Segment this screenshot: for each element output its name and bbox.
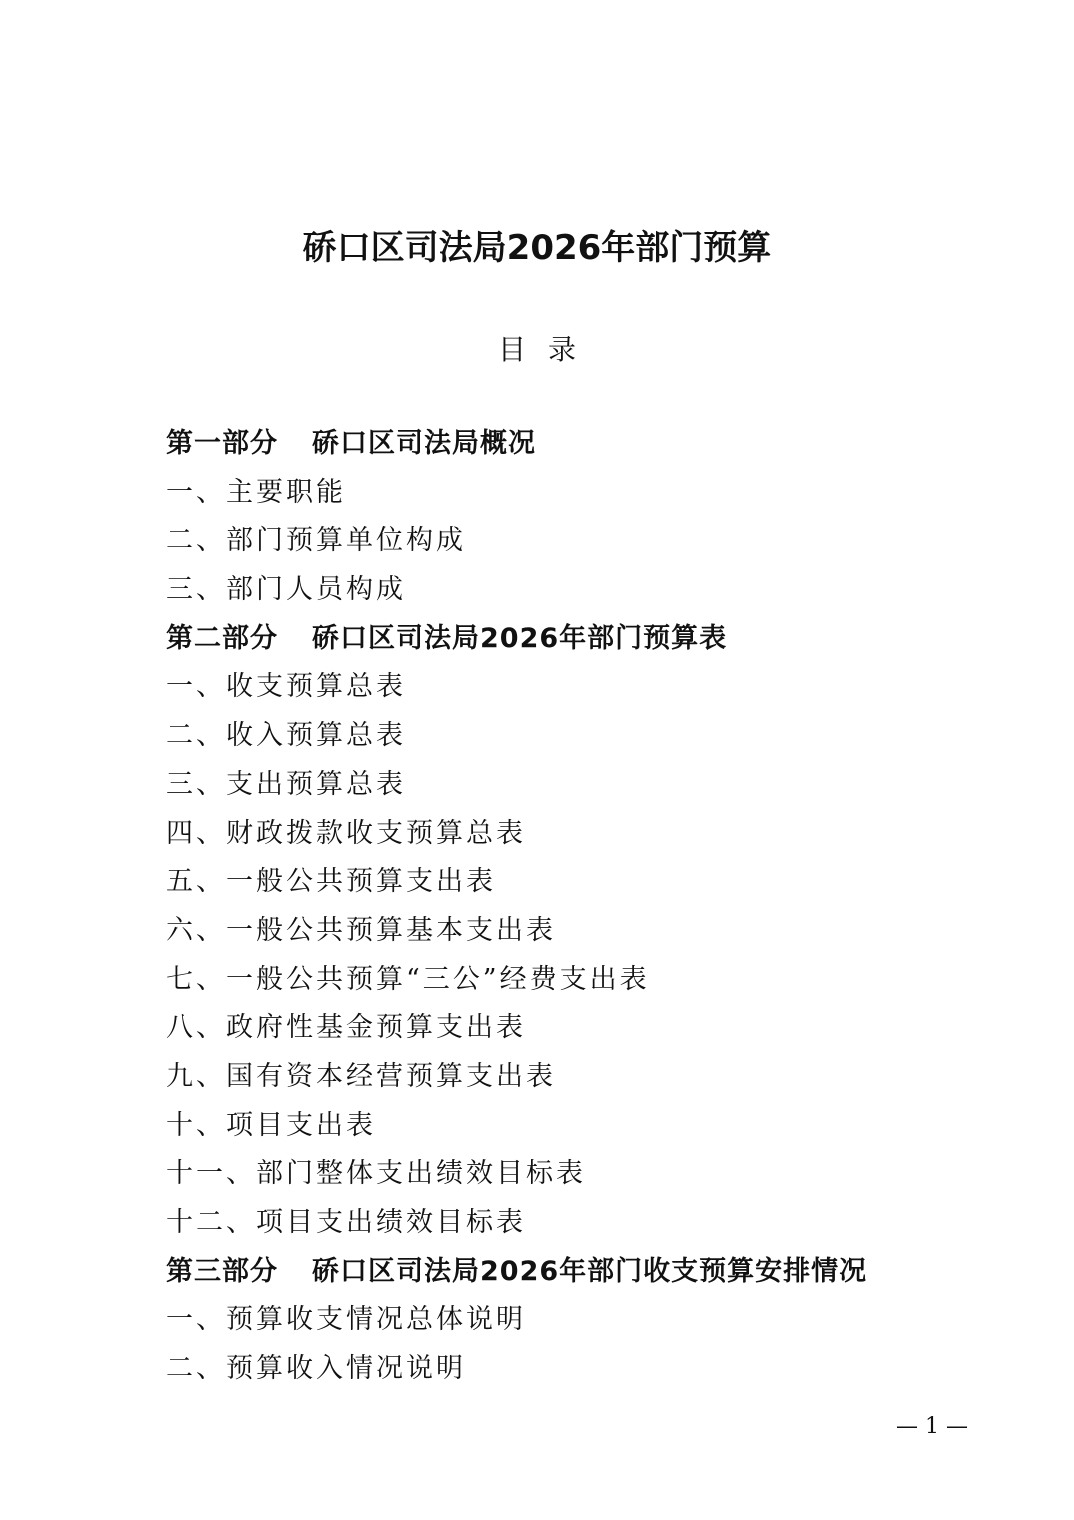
toc-part-1 (166, 420, 926, 469)
toc-item: 三、部门人员构成 (166, 574, 406, 606)
toc-heading: 目录 (497, 333, 598, 366)
toc-item: 五、一般公共预算支出表 (166, 866, 496, 898)
toc-item: 九、国有资本经营预算支出表 (166, 1060, 556, 1092)
toc-item: 八、政府性基金预算支出表 (166, 1012, 526, 1044)
toc-item: 二、预算收入情况说明 (166, 1353, 466, 1385)
toc-part-2 (166, 615, 926, 664)
toc-item: 四、财政拨款收支预算总表 (166, 817, 526, 849)
toc-part-title: 硚口区司法局概况 (312, 428, 536, 459)
toc-part-number: 第三部分 (166, 1255, 278, 1287)
toc-item: 六、一般公共预算基本支出表 (166, 914, 556, 946)
toc-item: 一、预算收支情况总体说明 (166, 1304, 526, 1336)
toc-part-number: 第二部分 (166, 622, 278, 654)
toc-item: 十、项目支出表 (166, 1109, 376, 1141)
toc-part-title: 硚口区司法局2026年部门收支预算安排情况 (312, 1255, 868, 1287)
toc-part-number: 第一部分 (166, 428, 278, 459)
toc-item: 十一、部门整体支出绩效目标表 (166, 1158, 586, 1190)
toc-item: 三、支出预算总表 (166, 768, 406, 800)
toc-item: 十二、项目支出绩效目标表 (166, 1207, 526, 1238)
toc-item: 一、主要职能 (166, 476, 346, 508)
toc-item: 一、收支预算总表 (166, 671, 406, 703)
toc-item: 二、部门预算单位构成 (166, 525, 466, 557)
toc-part-3 (166, 1248, 926, 1297)
document-title: 硚口区司法局2026年部门预算 (302, 228, 772, 268)
toc-item: 七、一般公共预算“三公”经费支出表 (166, 963, 650, 995)
toc-part-title: 硚口区司法局2026年部门预算表 (312, 622, 728, 654)
page-number: — 1 — (896, 1414, 968, 1439)
toc-item: 二、收入预算总表 (166, 720, 406, 752)
table-of-contents (166, 420, 926, 1394)
